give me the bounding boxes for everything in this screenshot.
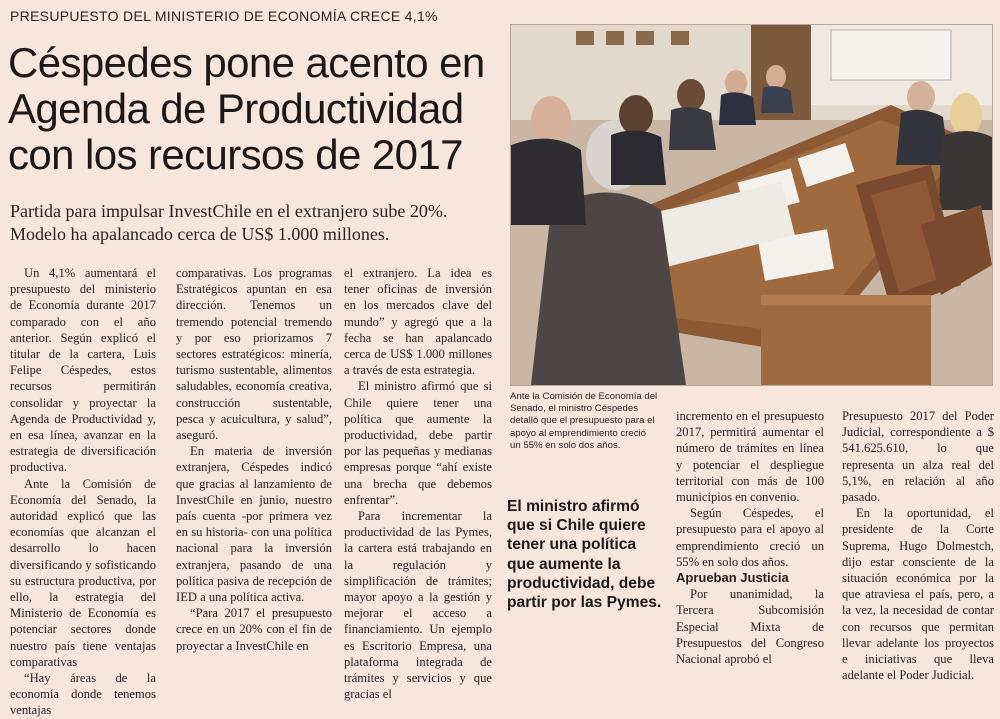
headline-line-1: Céspedes pone acento en bbox=[8, 39, 485, 86]
paragraph: Según Céspedes, el presupuesto para el apoyo al emprendimiento creció un 55% en solo dos años. bbox=[676, 506, 824, 569]
article-column-1 bbox=[10, 265, 156, 719]
paragraph: Por unanimidad, la Tercera Subcomisión Especial Mixta de Presupuestos del Congreso Nacional aprobó el bbox=[676, 587, 824, 667]
paragraph: Para incrementar la productividad de las Pymes, la cartera está trabajando en la regulación y simplificación de trámites; mayor apoyo a la gestión y mejorar el acceso a financiamiento. Un ejemplo es Escritorio Empresa, una plataforma integrada de trámites y servicios y que gracias el bbox=[344, 509, 492, 702]
headline-line-2: Agenda de Productividad bbox=[8, 85, 464, 132]
paragraph: comparativas. Los programas Estratégicos apuntan en esa dirección. Tenemos un tremendo potencial tremendo y por eso priorizamos 7 sectores estratégicos: minería, turismo sustentable, alimentos saludables, economía creativa, construcción sustentable, pesca y acuicultura, y salud”, aseguró. bbox=[176, 266, 332, 443]
meeting-photo bbox=[510, 24, 993, 386]
meeting-photo-illustration bbox=[511, 25, 992, 385]
paragraph: Presupuesto 2017 del Poder Judicial, correspondiente a $ 541.625.610, lo que representa un alza real del 5,1%, en relación al año pasado. bbox=[842, 409, 994, 505]
article-column-4 bbox=[676, 408, 824, 667]
subhead bbox=[10, 200, 505, 246]
subhead-line-2: Modelo ha apalancado cerca de US$ 1.000 millones. bbox=[10, 224, 390, 244]
article-column-2 bbox=[176, 265, 332, 654]
paragraph: En la oportunidad, el presidente de la Corte Suprema, Hugo Dolmestch, dijo estar consciente de la situación económica por la que atraviesa el país, pero, a la vez, la necesidad de contar con recursos que permitan llevar adelante los proyectos e iniciativas que lleva adelante el Poder Judicial. bbox=[842, 506, 994, 683]
article-column-3 bbox=[344, 265, 492, 702]
kicker: PRESUPUESTO DEL MINISTERIO DE ECONOMÍA CRECE 4,1% bbox=[10, 8, 438, 24]
article-column-5 bbox=[842, 408, 994, 683]
headline bbox=[8, 40, 503, 178]
photo-caption: Ante la Comisión de Economía del Senado, el ministro Céspedes detalló que el presupuesto para el apoyo al emprendimiento creció un 55% en solo dos años. bbox=[510, 391, 658, 451]
subhead-line-1: Partida para impulsar InvestChile en el extranjero sube 20%. bbox=[10, 201, 448, 221]
paragraph: En materia de inversión extranjera, Céspedes indicó que gracias al lanzamiento de InvestChile en junio, nuestro país cuenta -por primera vez en su historia- con una política nacional para la inversión extranjera, pasando de una política pasiva de recepción de IED a una política activa. bbox=[176, 444, 332, 605]
paragraph: el extranjero. La idea es tener oficinas de inversión en los mercados clave del mundo” y agregó que a la fecha se han apalancado cerca de US$ 1.000 millones a través de esta estrategia. bbox=[344, 266, 492, 378]
headline-line-3: con los recursos de 2017 bbox=[8, 131, 463, 178]
paragraph: El ministro afirmó que si Chile quiere tener una política que aumente la productividad, debe partir por las pequeñas y medianas empresas porque “ahí existe una brecha que debemos enfrentar”. bbox=[344, 379, 492, 507]
paragraph: Un 4,1% aumentará el presupuesto del ministerio de Economía durante 2017 comparado con el año anterior. Según explicó el titular de la cartera, Luis Felipe Céspedes, estos recursos permitirán consolidar y proyectar la Agenda de Productividad y, en esa línea, avanzar en la estrategia de diversificación productiva. bbox=[10, 266, 156, 475]
paragraph: Ante la Comisión de Economía del Senado, la autoridad explicó que las economías que alcanzan el desarrollo lo hacen diversificando y sofisticando su estructura productiva, por ello, la estrategia del Ministerio de Economía es potenciar sectores donde nuestro país tiene ventajas comparativas bbox=[10, 476, 156, 669]
paragraph: “Para 2017 el presupuesto crece en un 20% con el fin de proyectar a InvestChile en bbox=[176, 606, 332, 653]
section-subtitle: Aprueban Justicia bbox=[676, 570, 789, 586]
pull-quote: El ministro afirmó que si Chile quiere tener una política que aumente la productividad, debe partir por las Pymes. bbox=[507, 498, 662, 612]
paragraph: incremento en el presupuesto 2017, permitirá aumentar el número de trámites en línea y potenciar el despliegue territorial con más de 100 municipios en convenio. bbox=[676, 409, 824, 505]
paragraph: “Hay áreas de la economía donde tenemos ventajas bbox=[10, 671, 156, 718]
